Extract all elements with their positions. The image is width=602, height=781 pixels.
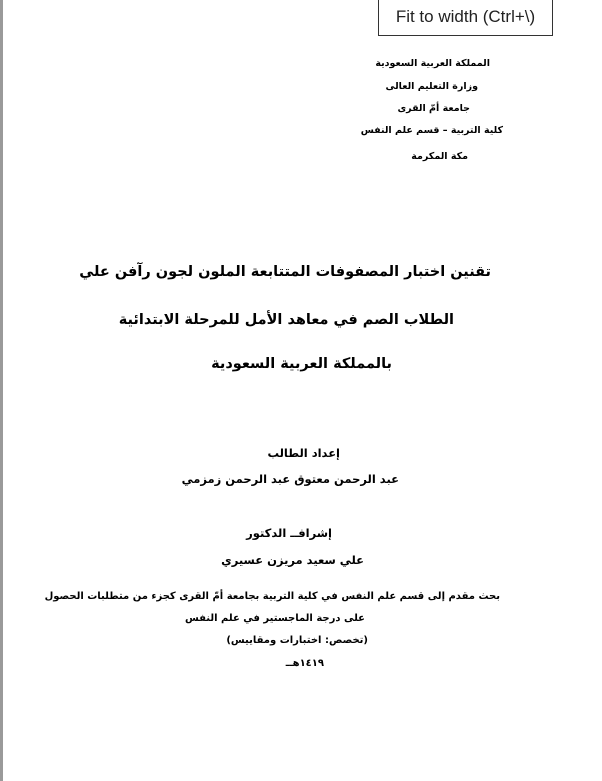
thesis-line-1: بحث مقدم إلى قسم علم النفس في كلية التربية بجامعة أمّ القرى كجزء من متطلبات الحصول: [44, 591, 500, 602]
header-line-city: مكة المكرمة: [411, 151, 468, 162]
prepared-by-label: إعداد الطالب: [267, 446, 340, 460]
fit-to-width-tooltip: Fit to width (Ctrl+\): [378, 0, 553, 36]
header-line-college: كلية التربية – قسم علم النفس: [360, 125, 503, 136]
title-line-1: تقنين اختبار المصفوفات المتتابعة الملون لجون رآفن علي: [79, 264, 491, 280]
thesis-line-2: على درجة الماجستير في علم النفس: [184, 613, 365, 624]
viewer-left-edge: [0, 0, 3, 781]
title-line-3: بالمملكة العربية السعودية: [211, 356, 392, 372]
header-line-university: جامعة أمّ القرى: [397, 103, 470, 114]
thesis-specialization: (تخصص: اختبارات ومقاييس): [226, 635, 368, 646]
supervisor-name: علي سعيد مريزن عسيري: [221, 553, 364, 567]
title-line-2: الطلاب الصم في معاهد الأمل للمرحلة الابتدائية: [118, 312, 454, 328]
student-name: عبد الرحمن معتوق عبد الرحمن زمزمي: [181, 472, 399, 486]
header-line-ministry: وزارة التعليم العالى: [385, 81, 478, 92]
header-line-kingdom: المملكة العربية السعودية: [375, 58, 490, 69]
supervision-label: إشرافــ الدكتور: [246, 526, 332, 540]
thesis-year: ١٤١٩هــ: [285, 658, 324, 669]
